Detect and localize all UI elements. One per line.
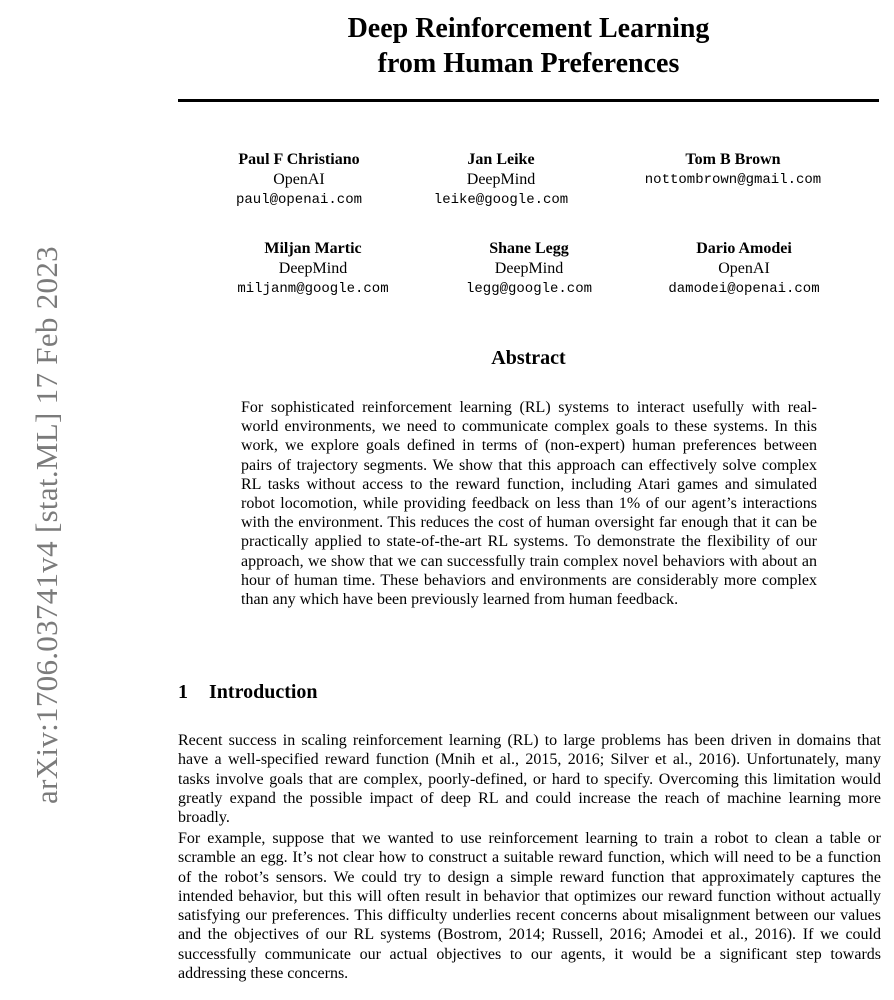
author-affiliation: DeepMind [278,260,348,277]
author-block [466,239,592,299]
author-email: legg@google.com [465,281,593,297]
author-name: Paul F Christiano [238,151,360,168]
intro-paragraph: Recent success in scaling reinforcement learning (RL) to large problems has been driven in domains that have a well-specified reward function (Mnih et al., 2015, 2016; Silver et al., 2016). Unfortunately, many tasks involve goals that are complex, poorly-defined, or hard to specify. Overcoming this limitation would greatly expand the possible impact of deep RL and could increase the reach of machine learning more broadly. [178,732,881,827]
author-affiliation: OpenAI [273,171,325,188]
author-block [236,150,362,210]
author-name: Jan Leike [467,151,535,168]
author-block [434,150,568,210]
author-affiliation: OpenAI [718,260,770,277]
author-email: miljanm@google.com [237,281,389,297]
author-name: Shane Legg [489,240,569,257]
title-line-2: from Human Preferences [377,48,680,79]
author-block [668,239,819,299]
author-block [645,150,821,190]
paper-title [178,11,879,81]
author-name: Dario Amodei [696,240,792,257]
intro-paragraph: For example, suppose that we wanted to use reinforcement learning to train a robot to clean a table or scramble an egg. It’s not clear how to construct a suitable reward function, which will need to be a function of the robot’s sensors. We could try to design a simple reward function that approximately captures the intended behavior, but this will often result in behavior that optimizes our reward function without actually satisfying our preferences. This difficulty underlies recent concerns about misalignment between our values and the objectives of our RL systems (Bostrom, 2014; Russell, 2016; Amodei et al., 2016). If we could successfully communicate our actual objectives to our agents, it would be a significant step towards addressing these concerns. [178,830,881,983]
arxiv-identifier: arXiv:1706.03741v4 [stat.ML] 17 Feb 2023 [29,246,64,804]
author-affiliation: DeepMind [466,171,536,188]
abstract-heading: Abstract [491,347,566,369]
section-heading [178,681,318,704]
author-email: damodei@openai.com [668,281,820,297]
author-name: Tom B Brown [685,151,781,168]
author-email: nottombrown@gmail.com [644,172,822,188]
section-title: Introduction [209,681,318,703]
author-name: Miljan Martic [264,240,362,257]
title-line-1: Deep Reinforcement Learning [347,13,710,44]
author-affiliation: DeepMind [494,260,564,277]
section-number: 1 [178,681,188,703]
author-block [237,239,388,299]
author-email: paul@openai.com [235,192,363,208]
abstract-text: For sophisticated reinforcement learning (RL) systems to interact usefully with real-world environments, we need to communicate complex goals to these systems. In this work, we explore goals defined in terms of (non-expert) human preferences between pairs of trajectory segments. We show that this approach can effectively solve complex RL tasks without access to the reward function, including Atari games and simulated robot locomotion, while providing feedback on less than 1% of our agent’s interactions with the environment. This reduces the cost of human oversight far enough that it can be practically applied to state-of-the-art RL systems. To demonstrate the flexibility of our approach, we show that we can successfully train complex novel behaviors with about an hour of human time. These behaviors and environments are considerably more complex than any which have been previously learned from human feedback. [241,399,817,609]
author-email: leike@google.com [433,192,569,208]
title-rule [178,99,879,102]
